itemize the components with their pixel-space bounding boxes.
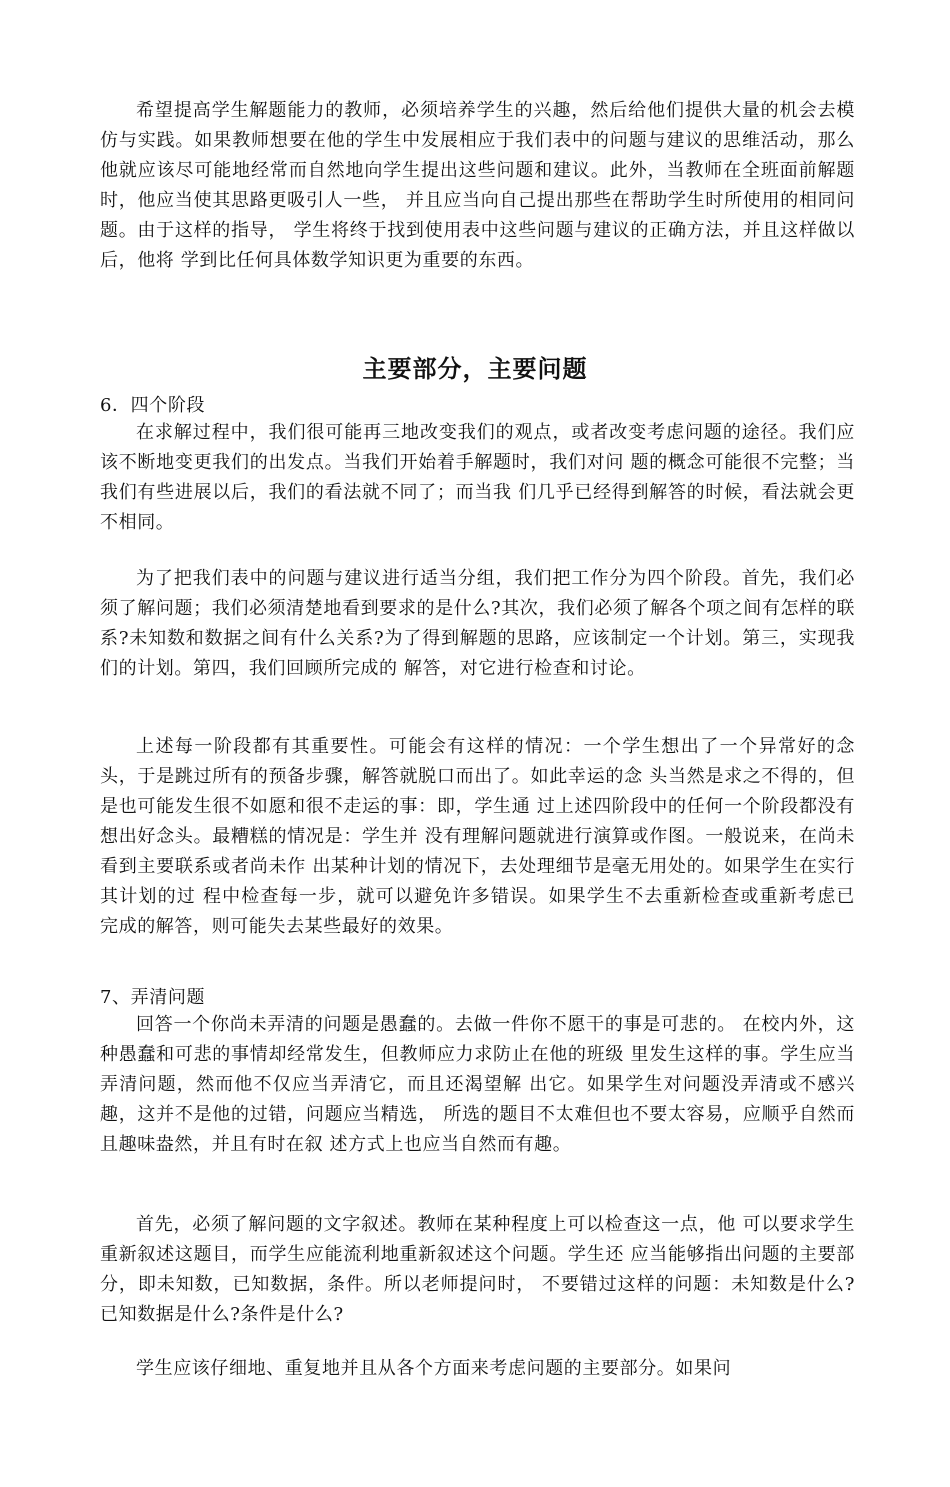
section-7-paragraph-3: 学生应该仔细地、重复地并且从各个方面来考虑问题的主要部分。如果问: [136, 1358, 732, 1379]
intro-paragraph: 希望提高学生解题能力的教师，必须培养学生的兴趣，然后给他们提供大量的机会去模仿与实践。如果教师想要在他的学生中发展相应于我们表中的问题与建议的思维活动，那么他就应该尽可能地经常而自然地向学生提出这些问题和建议。此外，当教师在全班面前解题时，他应当使其思路更吸引人一些， 并且应当向自己提出那些在帮助学生时所使用的相同问题。由于这样的指导， 学生将终于找到使用表中这些问题与建议的正确方法，并且这样做以后，他将 学到比任何具体数学知识更为重要的东西。: [100, 100, 855, 271]
section-6-paragraph-1: 在求解过程中，我们很可能再三地改变我们的观点，或者改变考虑问题的途径。我们应该不断地变更我们的出发点。当我们开始着手解题时，我们对问 题的概念可能很不完整；当我们有些进展以后，我们的看法就不同了；而当我 们几乎已经得到解答的时候，看法就会更不相同。: [100, 422, 855, 533]
section-7-paragraph-2: 首先，必须了解问题的文字叙述。教师在某种程度上可以检查这一点，他 可以要求学生重新叙述这题目，而学生应能流利地重新叙述这个问题。学生还 应当能够指出问题的主要部分，即未知数，已知数据，条件。所以老师提问时， 不要错过这样的问题：未知数是什么?已知数据是什么?条件是什么?: [100, 1214, 855, 1325]
section-7-title: 7、弄清问题: [100, 987, 206, 1008]
section-heading: 主要部分，主要问题: [362, 354, 588, 383]
section-7-paragraph-1: 回答一个你尚未弄清的问题是愚蠢的。去做一件你不愿干的事是可悲的。 在校内外，这种愚蠢和可悲的事情却经常发生，但教师应力求防止在他的班级 里发生这样的事。学生应当弄清问题，然而他不仅应当弄清它，而且还渴望解 出它。如果学生对问题没弄清或不感兴趣，这并不是他的过错，问题应当精选， 所选的题目不太难但也不要太容易，应顺乎自然而且趣味盎然，并且有时在叙 述方式上也应当自然而有趣。: [100, 1014, 855, 1155]
section-6-paragraph-3: 上述每一阶段都有其重要性。可能会有这样的情况：一个学生想出了一个异常好的念头，于是跳过所有的预备步骤，解答就脱口而出了。如此幸运的念 头当然是求之不得的，但是也可能发生很不如愿和很不走运的事：即，学生通 过上述四阶段中的任何一个阶段都没有想出好念头。最糟糕的情况是：学生并 没有理解问题就进行演算或作图。一般说来，在尚未看到主要联系或者尚未作 出某种计划的情况下，去处理细节是毫无用处的。如果学生在实行其计划的过 程中检查每一步，就可以避免许多错误。如果学生不去重新检查或重新考虑已 完成的解答，则可能失去某些最好的效果。: [100, 736, 855, 937]
section-6-title: 6．四个阶段: [100, 395, 206, 416]
section-6-paragraph-2: 为了把我们表中的问题与建议进行适当分组，我们把工作分为四个阶段。首先，我们必须了解问题；我们必须清楚地看到要求的是什么?其次，我们必须了解各个项之间有怎样的联系?未知数和数据之间有什么关系?为了得到解题的思路，应该制定一个计划。第三，实现我们的计划。第四，我们回顾所完成的 解答，对它进行检查和讨论。: [100, 568, 855, 679]
